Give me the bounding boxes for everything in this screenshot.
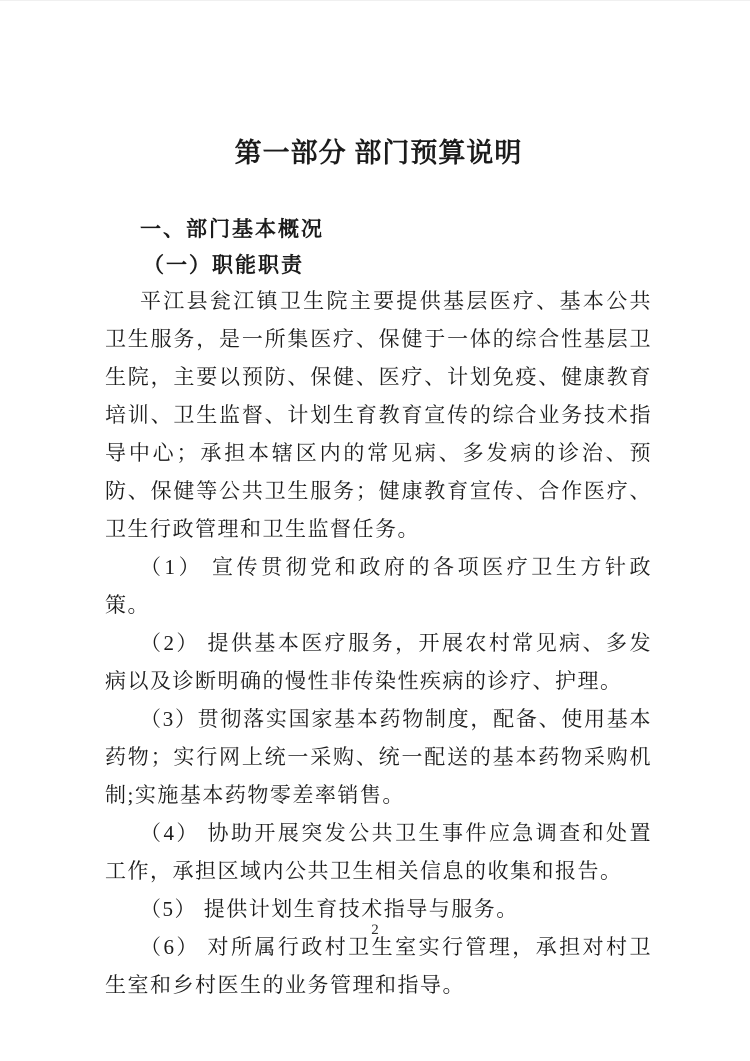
body-paragraph: （3）贯彻落实国家基本药物制度，配备、使用基本药物；实行网上统一采购、统一配送的基本药物采购机制;实施基本药物零差率销售。 bbox=[105, 707, 652, 807]
document-title: 第一部分 部门预算说明 bbox=[234, 138, 523, 168]
body-paragraph: （1） 宣传贯彻党和政府的各项医疗卫生方针政策。 bbox=[105, 555, 652, 617]
document-content bbox=[0, 1, 750, 1004]
section-heading: 一、部门基本概况 bbox=[140, 218, 324, 241]
body-paragraph: （2） 提供基本医疗服务，开展农村常见病、多发病以及诊断明确的慢性非传染性疾病的诊疗、护理。 bbox=[105, 631, 652, 693]
page-number: 2 bbox=[371, 922, 379, 938]
subsection-heading: （一）职能职责 bbox=[143, 253, 304, 277]
body-paragraph: （6） 对所属行政村卫生室实行管理，承担对村卫生室和乡村医生的业务管理和指导。 bbox=[105, 935, 652, 997]
body-paragraph: （4） 协助开展突发公共卫生事件应急调查和处置工作，承担区域内公共卫生相关信息的收集和报告。 bbox=[105, 821, 652, 883]
body-paragraph: （5） 提供计划生育技术指导与服务。 bbox=[140, 897, 519, 921]
body-paragraphs bbox=[105, 282, 652, 1004]
body-paragraph: 平江县瓮江镇卫生院主要提供基层医疗、基本公共卫生服务，是一所集医疗、保健于一体的综合性基层卫生院，主要以预防、保健、医疗、计划免疫、健康教育培训、卫生监督、计划生育教育宣传的综合业务技术指导中心；承担本辖区内的常见病、多发病的诊治、预防、保健等公共卫生服务；健康教育宣传、合作医疗、卫生行政管理和卫生监督任务。 bbox=[105, 289, 652, 541]
